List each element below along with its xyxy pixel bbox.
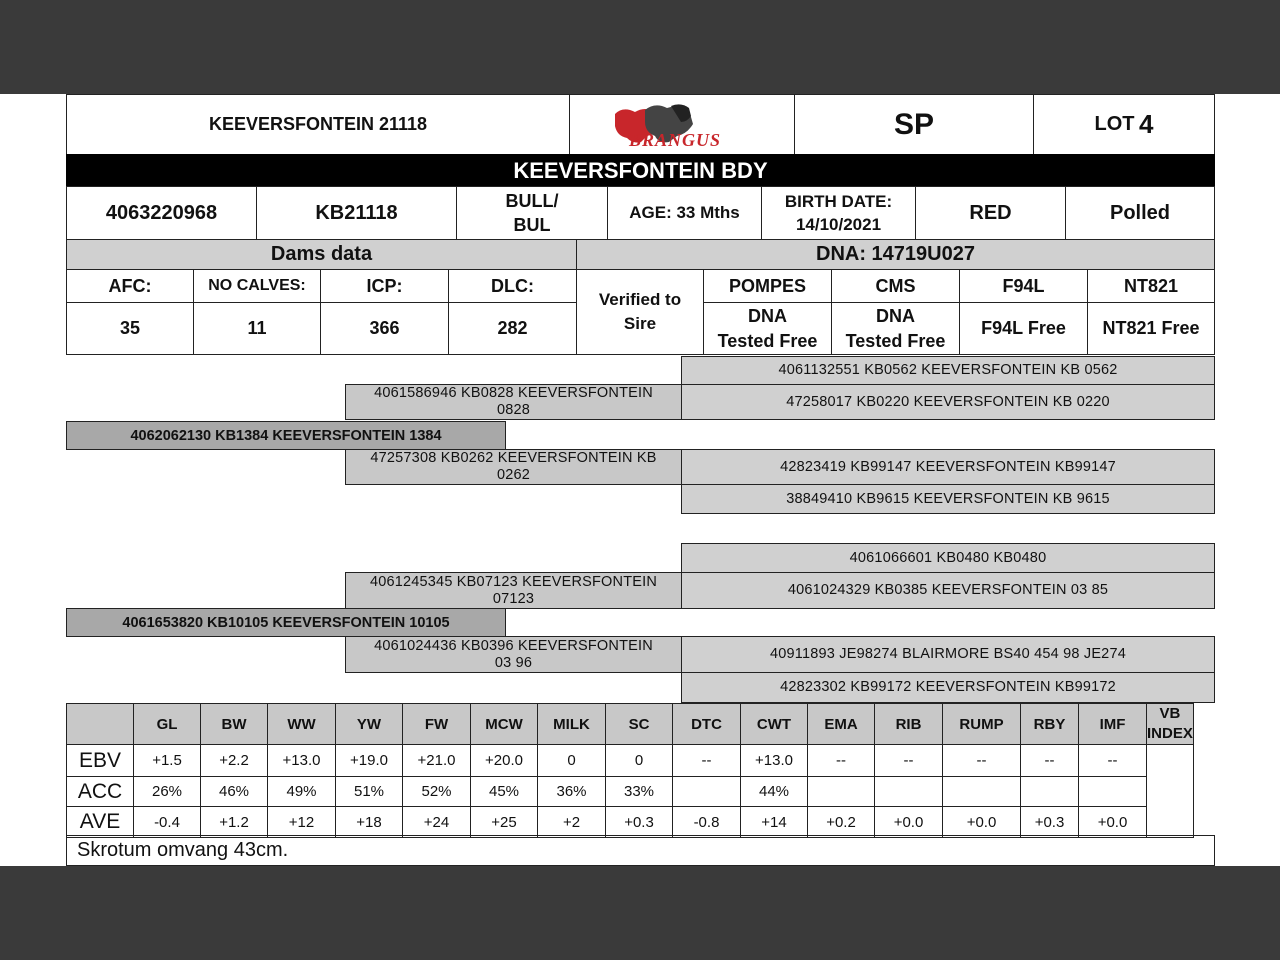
table-cell: +12 xyxy=(268,807,336,838)
table-cell: +20.0 xyxy=(471,745,538,777)
f94l-header xyxy=(959,269,1088,303)
age-cell xyxy=(607,186,762,240)
dam-text: 4061653820 KB10105 KEEVERSFONTEIN 10105 xyxy=(122,614,450,631)
logo-text: BRANGUS xyxy=(629,129,722,150)
table-cell: +2.2 xyxy=(201,745,268,777)
ebv-table xyxy=(66,703,1194,838)
grade-value: SP xyxy=(893,107,935,141)
f94l-result-cell xyxy=(959,302,1088,355)
table-cell: -- xyxy=(1021,745,1079,777)
pompes-header-text: POMPES xyxy=(728,275,807,296)
brangus-logo xyxy=(607,100,757,150)
col-header: RIB xyxy=(875,704,943,745)
cms-result-line1: DNA xyxy=(876,305,915,326)
verified-to-sire-cell xyxy=(576,269,704,355)
col-header: EMA xyxy=(808,704,875,745)
ds-sire-box xyxy=(681,543,1215,573)
col-header: RBY xyxy=(1021,704,1079,745)
table-cell: -- xyxy=(943,745,1021,777)
table-cell: 0 xyxy=(538,745,606,777)
icp-value-cell xyxy=(320,302,449,355)
table-cell: +25 xyxy=(471,807,538,838)
dams-data-title-cell xyxy=(66,239,577,270)
note-cell xyxy=(66,835,1215,866)
dd-sire-box xyxy=(681,636,1215,673)
dam-sire-box xyxy=(345,572,682,609)
animal-name-cell xyxy=(66,94,570,155)
nt821-result-cell xyxy=(1087,302,1215,355)
table-cell: +0.3 xyxy=(1021,807,1079,838)
sex-line2: BUL xyxy=(513,215,551,235)
lot-number: 4 xyxy=(1138,109,1154,139)
ds-dam-box xyxy=(681,572,1215,609)
dlc-header-text: DLC: xyxy=(491,275,534,296)
afc-header-text: AFC: xyxy=(108,275,152,296)
table-cell xyxy=(1021,777,1079,807)
sex-line1: BULL/ xyxy=(505,191,559,211)
sire-sire-text: 4061586946 KB0828 KEEVERSFONTEIN 0828 xyxy=(374,385,653,418)
col-header: DTC xyxy=(673,704,741,745)
no-calves-value-cell xyxy=(193,302,321,355)
tag-cell xyxy=(256,186,457,240)
table-cell: -- xyxy=(808,745,875,777)
birth-date-label: BIRTH DATE: xyxy=(784,192,893,211)
col-header: WW xyxy=(268,704,336,745)
pompes-result-line1: DNA xyxy=(748,305,787,326)
table-cell: -- xyxy=(875,745,943,777)
table-cell: 45% xyxy=(471,777,538,807)
f94l-header-text: F94L xyxy=(1002,275,1045,296)
banner-text: KEEVERSFONTEIN BDY xyxy=(513,157,768,183)
sire-box xyxy=(66,421,506,450)
sire-text: 4062062130 KB1384 KEEVERSFONTEIN 1384 xyxy=(130,427,442,444)
col-header: RUMP xyxy=(943,704,1021,745)
table-cell: 52% xyxy=(403,777,471,807)
vb-line1: VB xyxy=(1159,705,1181,722)
table-cell xyxy=(943,777,1021,807)
dd-sire-text: 40911893 JE98274 BLAIRMORE BS40 454 98 JE274 xyxy=(770,646,1126,662)
table-cell: +0.2 xyxy=(808,807,875,838)
sire-dam-text: 47257308 KB0262 KEEVERSFONTEIN KB 0262 xyxy=(370,450,657,483)
table-cell xyxy=(875,777,943,807)
cms-header-text: CMS xyxy=(875,275,916,296)
col-header: GL xyxy=(134,704,201,745)
age-value: AGE: 33 Mths xyxy=(629,203,740,222)
table-cell: -- xyxy=(673,745,741,777)
nt821-result: NT821 Free xyxy=(1102,318,1200,338)
ss-sire-text: 4061132551 KB0562 KEEVERSFONTEIN KB 0562 xyxy=(778,362,1118,378)
table-cell: 46% xyxy=(201,777,268,807)
pompes-result-cell xyxy=(703,302,832,355)
table-cell: -0.4 xyxy=(134,807,201,838)
table-cell: 49% xyxy=(268,777,336,807)
dd-dam-text: 42823302 KB99172 KEEVERSFONTEIN KB99172 xyxy=(780,679,1116,695)
table-cell: +0.0 xyxy=(875,807,943,838)
icp-value: 366 xyxy=(369,318,400,338)
table-cell: +19.0 xyxy=(336,745,403,777)
horn-status-cell xyxy=(1065,186,1215,240)
ss-dam-box xyxy=(681,384,1215,420)
registration-number: 4063220968 xyxy=(105,201,218,224)
table-cell: 0 xyxy=(606,745,673,777)
afc-value: 35 xyxy=(119,318,141,338)
dd-dam-box xyxy=(681,672,1215,703)
vb-line2: INDEX xyxy=(1147,725,1193,742)
dam-sire-text: 4061245345 KB07123 KEEVERSFONTEIN 07123 xyxy=(369,573,658,607)
color-value: RED xyxy=(969,201,1012,224)
cms-result-cell xyxy=(831,302,960,355)
table-cell: 33% xyxy=(606,777,673,807)
note-text: Skrotum omvang 43cm. xyxy=(77,839,289,861)
banner xyxy=(66,154,1215,187)
sex-cell xyxy=(456,186,608,240)
logo-cell xyxy=(569,94,795,155)
table-row xyxy=(67,745,1194,777)
color-cell xyxy=(915,186,1066,240)
table-cell: 36% xyxy=(538,777,606,807)
pompes-header xyxy=(703,269,832,303)
table-cell: +13.0 xyxy=(741,745,808,777)
icp-header xyxy=(320,269,449,303)
table-cell: +0.3 xyxy=(606,807,673,838)
ds-sire-text: 4061066601 KB0480 KB0480 xyxy=(849,549,1047,566)
table-cell: -0.8 xyxy=(673,807,741,838)
dlc-value-cell xyxy=(448,302,577,355)
sd-sire-box xyxy=(681,449,1215,485)
col-header: YW xyxy=(336,704,403,745)
table-cell: +1.2 xyxy=(201,807,268,838)
tag-number: KB21118 xyxy=(315,201,398,224)
lot-sheet xyxy=(0,94,1280,866)
ebv-header-row xyxy=(67,704,1194,745)
sd-sire-text: 42823419 KB99147 KEEVERSFONTEIN KB99147 xyxy=(780,458,1116,475)
table-cell xyxy=(1079,777,1147,807)
nt821-header-text: NT821 xyxy=(1123,275,1179,296)
verified-line2: Sire xyxy=(623,314,657,333)
f94l-result: F94L Free xyxy=(981,318,1066,338)
dna-title: DNA: 14719U027 xyxy=(816,243,975,265)
table-cell: +0.0 xyxy=(1079,807,1147,838)
grade-cell xyxy=(794,94,1034,155)
table-row xyxy=(67,807,1194,838)
pompes-result-line2: Tested Free xyxy=(717,330,818,351)
table-cell: +13.0 xyxy=(268,745,336,777)
icp-header-text: ICP: xyxy=(366,275,403,296)
table-cell: +14 xyxy=(741,807,808,838)
nt821-header xyxy=(1087,269,1215,303)
horn-status-value: Polled xyxy=(1109,201,1170,224)
dam-dam-box xyxy=(345,636,682,673)
dam-box xyxy=(66,608,506,637)
row-label: AVE xyxy=(67,807,134,838)
table-row xyxy=(67,777,1194,807)
col-header: CWT xyxy=(741,704,808,745)
registration-number-cell xyxy=(66,186,257,240)
cms-header xyxy=(831,269,960,303)
lot-cell xyxy=(1033,94,1215,155)
table-cell: 26% xyxy=(134,777,201,807)
no-calves-value: 11 xyxy=(247,318,267,338)
table-cell: -- xyxy=(1079,745,1147,777)
col-header: SC xyxy=(606,704,673,745)
table-cell: +21.0 xyxy=(403,745,471,777)
ss-dam-text: 47258017 KB0220 KEEVERSFONTEIN KB 0220 xyxy=(786,393,1110,410)
ds-dam-text: 4061024329 KB0385 KEEVERSFONTEIN 03 85 xyxy=(787,582,1109,598)
table-cell: 44% xyxy=(741,777,808,807)
table-cell: 51% xyxy=(336,777,403,807)
no-calves-header xyxy=(193,269,321,303)
sd-dam-text: 38849410 KB9615 KEEVERSFONTEIN KB 9615 xyxy=(786,490,1110,507)
sire-dam-box xyxy=(345,449,682,485)
vb-index-header xyxy=(1147,704,1194,745)
table-cell: +18 xyxy=(336,807,403,838)
birth-date-value: 14/10/2021 xyxy=(795,215,882,234)
table-cell xyxy=(673,777,741,807)
dams-data-title: Dams data xyxy=(270,243,373,265)
row-label: ACC xyxy=(67,777,134,807)
afc-value-cell xyxy=(66,302,194,355)
dlc-value: 282 xyxy=(497,318,528,338)
col-header: BW xyxy=(201,704,268,745)
table-cell: +24 xyxy=(403,807,471,838)
table-cell: +1.5 xyxy=(134,745,201,777)
animal-name: KEEVERSFONTEIN 21118 xyxy=(208,114,428,134)
verified-line1: Verified to xyxy=(598,290,682,309)
dam-dam-text: 4061024436 KB0396 KEEVERSFONTEIN 03 96 xyxy=(374,637,653,671)
dlc-header xyxy=(448,269,577,303)
col-header: FW xyxy=(403,704,471,745)
corner-cell xyxy=(67,704,134,745)
col-header: MILK xyxy=(538,704,606,745)
table-cell: +0.0 xyxy=(943,807,1021,838)
sd-dam-box xyxy=(681,484,1215,514)
cms-result-line2: Tested Free xyxy=(845,330,946,351)
vb-index-value xyxy=(1147,745,1194,838)
birth-date-cell xyxy=(761,186,916,240)
sire-sire-box xyxy=(345,384,682,420)
row-label: EBV xyxy=(67,745,134,777)
dna-title-cell xyxy=(576,239,1215,270)
col-header: IMF xyxy=(1079,704,1147,745)
lot-label: LOT xyxy=(1094,113,1135,135)
afc-header xyxy=(66,269,194,303)
table-cell xyxy=(808,777,875,807)
table-cell: +2 xyxy=(538,807,606,838)
no-calves-header-text: NO CALVES: xyxy=(208,277,306,294)
col-header: MCW xyxy=(471,704,538,745)
ss-sire-box xyxy=(681,356,1215,385)
